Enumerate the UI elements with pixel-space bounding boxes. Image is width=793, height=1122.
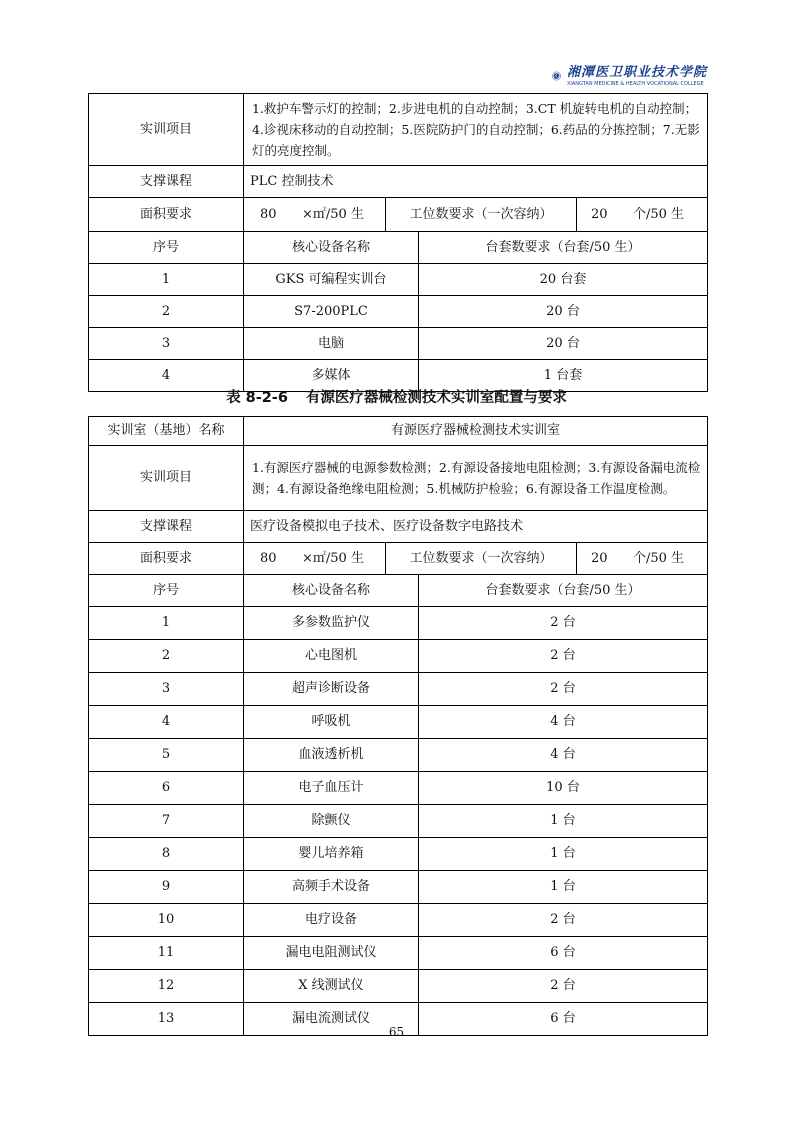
row-no: 8: [89, 838, 244, 871]
college-emblem-icon: [552, 56, 561, 96]
table-row: [89, 543, 708, 575]
row-no: 2: [89, 640, 244, 673]
row-no: 3: [89, 328, 244, 360]
station-label: 工位数要求（一次容纳）: [386, 543, 577, 575]
table-row: [89, 640, 708, 673]
table-row: [89, 328, 708, 360]
station-value: 20: [591, 550, 608, 566]
table-row: [89, 607, 708, 640]
row-no: 6: [89, 772, 244, 805]
table-caption-title: 有源医疗器械检测技术实训室配置与要求: [305, 390, 567, 406]
table-row: [89, 937, 708, 970]
row-qty: 2 台: [419, 673, 708, 706]
table-header-row: [89, 232, 708, 264]
table-header-row: [89, 575, 708, 607]
logo-english-name: XIANGTAN MEDICINE & HEALTH VOCATIONAL COLLEGE: [566, 80, 704, 87]
course-text: 医疗设备模拟电子技术、医疗设备数字电路技术: [244, 511, 708, 543]
row-qty: 1 台套: [419, 360, 708, 392]
table-row: [89, 706, 708, 739]
area-cell: [244, 543, 386, 575]
area-cell: [244, 198, 386, 232]
row-equipment: 心电图机: [244, 640, 419, 673]
table-row: [89, 772, 708, 805]
project-text: 1.有源医疗器械的电源参数检测；2.有源设备接地电阻检测；3.有源设备漏电流检测；4.有源设备绝缘电阻检测；5.机械防护检验；6.有源设备工作温度检测。: [244, 446, 708, 511]
row-equipment: 血液透析机: [244, 739, 419, 772]
table-row: [89, 166, 708, 198]
row-qty: 6 台: [419, 1003, 708, 1036]
row-no: 3: [89, 673, 244, 706]
row-equipment: X 线测试仪: [244, 970, 419, 1003]
row-equipment: 电子血压计: [244, 772, 419, 805]
col-header-qty: 台套数要求（台套/50 生）: [419, 575, 708, 607]
row-qty: 1 台: [419, 838, 708, 871]
row-qty: 2 台: [419, 970, 708, 1003]
row-no: 10: [89, 904, 244, 937]
room-label: 实训室（基地）名称: [89, 417, 244, 446]
project-text: 1.救护车警示灯的控制；2.步进电机的自动控制；3.CT 机旋转电机的自动控制；4.诊视床移动的自动控制；5.医院防护门的自动控制；6.药品的分拣控制；7.无影灯的亮度控制。: [244, 94, 708, 166]
table-row: [89, 970, 708, 1003]
row-qty: 4 台: [419, 739, 708, 772]
logo-chinese-name: 湘潭医卫职业技术学院: [566, 64, 707, 80]
station-value: 20: [591, 206, 608, 222]
room-name: 有源医疗器械检测技术实训室: [244, 417, 708, 446]
row-no: 9: [89, 871, 244, 904]
course-text: PLC 控制技术: [244, 166, 708, 198]
table-row: [89, 673, 708, 706]
row-no: 1: [89, 607, 244, 640]
station-unit: 个/50 生: [633, 206, 685, 222]
table-row: [89, 264, 708, 296]
table-row: [89, 904, 708, 937]
row-qty: 2 台: [419, 607, 708, 640]
table-row: [89, 838, 708, 871]
row-qty: 20 台: [419, 328, 708, 360]
area-value: 80: [260, 550, 277, 566]
row-no: 1: [89, 264, 244, 296]
row-equipment: S7-200PLC: [244, 296, 419, 328]
row-qty: 10 台: [419, 772, 708, 805]
area-value: 80: [260, 206, 277, 222]
row-qty: 1 台: [419, 805, 708, 838]
row-equipment: 多媒体: [244, 360, 419, 392]
station-cell: [577, 543, 708, 575]
col-header-no: 序号: [89, 232, 244, 264]
col-header-no: 序号: [89, 575, 244, 607]
table-caption: [0, 386, 793, 407]
row-qty: 4 台: [419, 706, 708, 739]
col-header-equipment: 核心设备名称: [244, 575, 419, 607]
lab-config-table-2: [88, 416, 708, 1036]
table-row: [89, 94, 708, 166]
table-row: [89, 417, 708, 446]
station-cell: [577, 198, 708, 232]
lab-config-table-1: [88, 93, 708, 392]
col-header-qty: 台套数要求（台套/50 生）: [419, 232, 708, 264]
row-no: 4: [89, 360, 244, 392]
area-unit: ×㎡/50 生: [302, 206, 364, 222]
area-label: 面积要求: [89, 198, 244, 232]
row-qty: 2 台: [419, 904, 708, 937]
row-qty: 20 台: [419, 296, 708, 328]
table-row: [89, 871, 708, 904]
station-label: 工位数要求（一次容纳）: [386, 198, 577, 232]
row-equipment: 呼吸机: [244, 706, 419, 739]
project-label: 实训项目: [89, 446, 244, 511]
station-unit: 个/50 生: [633, 550, 685, 566]
row-equipment: 高频手术设备: [244, 871, 419, 904]
table-row: [89, 296, 708, 328]
row-equipment: GKS 可编程实训台: [244, 264, 419, 296]
table-row: [89, 805, 708, 838]
course-label: 支撑课程: [89, 166, 244, 198]
row-equipment: 电脑: [244, 328, 419, 360]
table-row: [89, 739, 708, 772]
row-no: 2: [89, 296, 244, 328]
table-row: [89, 446, 708, 511]
page-number: 65: [388, 1025, 405, 1039]
table-row: [89, 198, 708, 232]
college-logo: [552, 56, 707, 96]
col-header-equipment: 核心设备名称: [244, 232, 419, 264]
row-equipment: 除颤仪: [244, 805, 419, 838]
row-qty: 1 台: [419, 871, 708, 904]
row-qty: 2 台: [419, 640, 708, 673]
row-equipment: 超声诊断设备: [244, 673, 419, 706]
course-label: 支撑课程: [89, 511, 244, 543]
row-qty: 20 台套: [419, 264, 708, 296]
area-label: 面积要求: [89, 543, 244, 575]
row-qty: 6 台: [419, 937, 708, 970]
row-equipment: 电疗设备: [244, 904, 419, 937]
row-no: 4: [89, 706, 244, 739]
row-no: 11: [89, 937, 244, 970]
row-no: 13: [89, 1003, 244, 1036]
table-caption-number: 表 8-2-6: [226, 390, 288, 406]
row-equipment: 漏电流测试仪: [244, 1003, 419, 1036]
row-equipment: 漏电电阻测试仪: [244, 937, 419, 970]
row-no: 12: [89, 970, 244, 1003]
area-unit: ×㎡/50 生: [302, 550, 364, 566]
row-no: 7: [89, 805, 244, 838]
table-row: [89, 511, 708, 543]
row-equipment: 婴儿培养箱: [244, 838, 419, 871]
row-no: 5: [89, 739, 244, 772]
project-label: 实训项目: [89, 94, 244, 166]
row-equipment: 多参数监护仪: [244, 607, 419, 640]
